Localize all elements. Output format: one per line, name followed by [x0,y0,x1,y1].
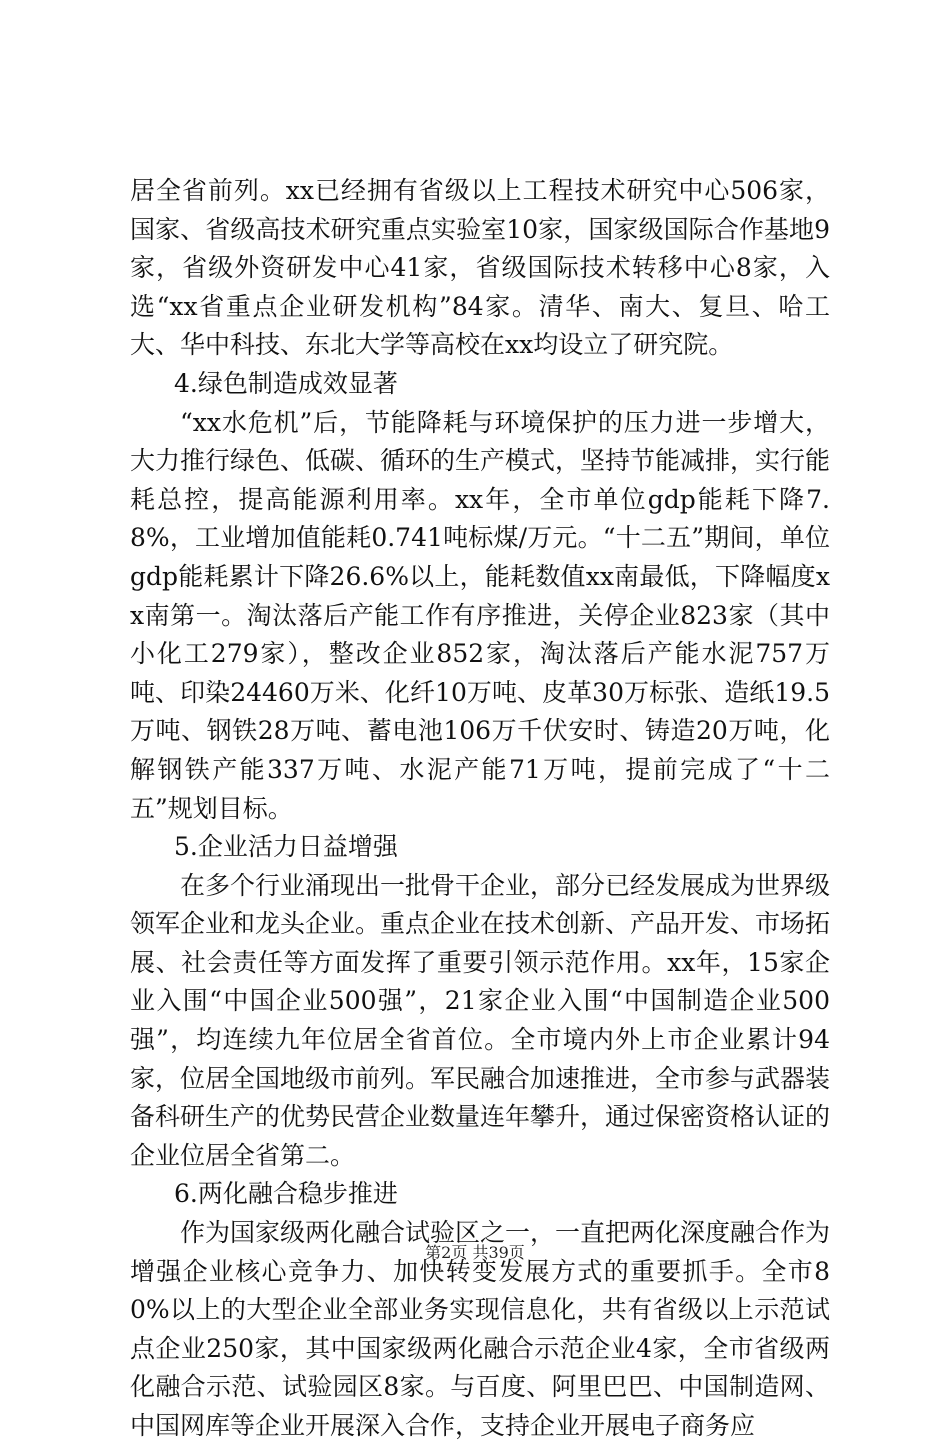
heading-green-manufacturing: 4.绿色制造成效显著 [174,368,398,398]
page-footer: 第2页 共39页 [425,1243,525,1262]
paragraph-enterprise-vitality: 在多个行业涌现出一批骨干企业，部分已经发展成为世界级领军企业和龙头企业。重点企业在技术创新、产品开发、市场拓展、社会责任等方面发挥了重要引领示范作用。xx年，15家企业入围“中国企业500强”，21家企业入围“中国制造企业500强”，均连续九年位居全省首位。全市境内外上市企业累计94家，位居全国地级市前列。军民融合加速推进，全市参与武器装备科研生产的优势民营企业数量连年攀升，通过保密资格认证的企业位居全省第二。 [130,870,831,1170]
paragraph-green-manufacturing: “xx水危机”后，节能降耗与环境保护的压力进一步增大，大力推行绿色、低碳、循环的生产模式，坚持节能减排，实行能耗总控，提高能源利用率。xx年，全市单位gdp能耗下降7.8%，工业增加值能耗0.741吨标煤/万元。“十二五”期间，单位gdp能耗累计下降26.6%以上，能耗数值xx南最低，下降幅度xx南第一。淘汰落后产能工作有序推进，关停企业823家（其中小化工279家），整改企业852家，淘汰落后产能水泥757万吨、印染24460万米、化纤10万吨、皮革30万标张、造纸19.5万吨、钢铁28万吨、蓄电池106万千伏安时、铸造20万吨，化解钢铁产能337万吨、水泥产能71万吨，提前完成了“十二五”规划目标。 [130,407,831,823]
paragraph-research-centers: 居全省前列。xx已经拥有省级以上工程技术研究中心506家，国家、省级高技术研究重点实验室10家，国家级国际合作基地9家，省级外资研发中心41家，省级国际技术转移中心8家，入选“xx省重点企业研发机构”84家。清华、南大、复旦、哈工大、华中科技、东北大学等高校在xx均设立了研究院。 [130,176,830,360]
heading-enterprise-vitality: 5.企业活力日益增强 [174,832,398,862]
paragraph-informatization: 作为国家级两化融合试验区之一，一直把两化深度融合作为增强企业核心竞争力、加快转变发展方式的重要抓手。全市80%以上的大型企业全部业务实现信息化，共有省级以上示范试点企业250家，其中国家级两化融合示范企业4家，全市省级两化融合示范、试验园区8家。与百度、阿里巴巴、中国制造网、中国网库等企业开展深入合作，支持企业开展电子商务应 [130,1218,831,1440]
heading-informatization: 6.两化融合稳步推进 [174,1179,398,1209]
